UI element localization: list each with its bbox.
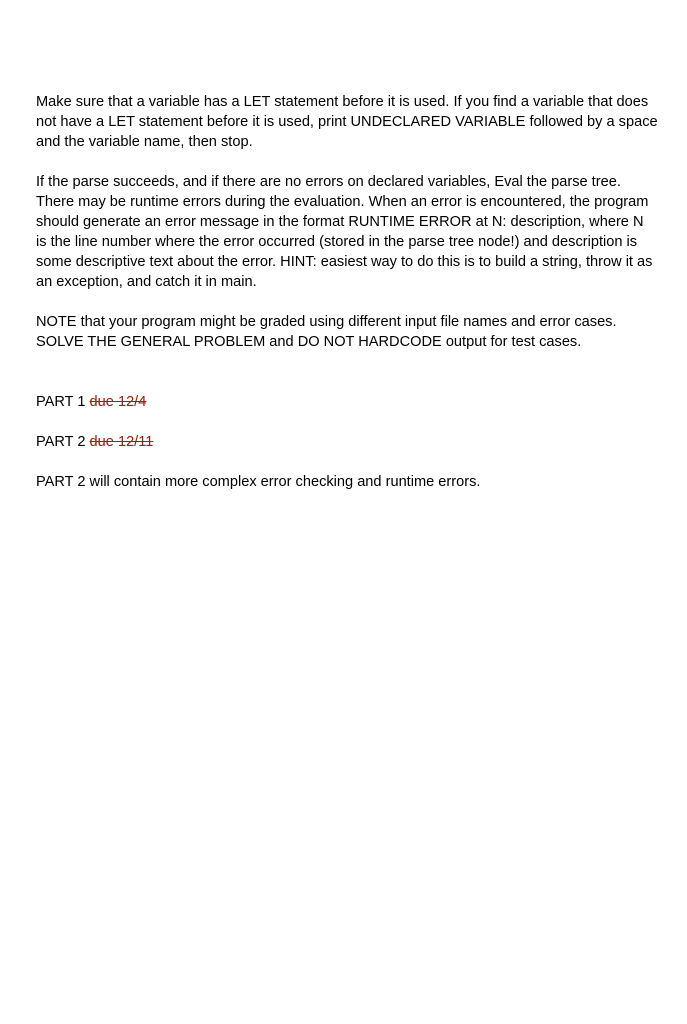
spacer — [36, 372, 658, 392]
part-1-due-struck: due 12/4 — [89, 394, 147, 410]
paragraph-eval-runtime: If the parse succeeds, and if there are no errors on declared variables, Eval the parse tree. There may be runtime errors during the evaluation. When an error is encountered, the program should generate an error message in the format RUNTIME ERROR at N: description, where N is the line number where the error occurred (stored in the parse tree node!) and description is some descriptive text about the error. HINT: easiest way to do this is to build a string, throw it as an exception, and catch it in main. — [36, 174, 653, 290]
paragraph-let-statement: Make sure that a variable has a LET statement before it is used. If you find a variable that does not have a LET statement before it is used, print UNDECLARED VARIABLE followed by a space and the variable name, then stop. — [36, 94, 658, 150]
part-1-line — [36, 392, 658, 412]
part-1-label: PART 1 — [36, 394, 90, 410]
document-body — [36, 92, 658, 512]
paragraph-note-general: NOTE that your program might be graded using different input file names and error cases. SOLVE THE GENERAL PROBLEM and DO NOT HARDCODE output for test cases. — [36, 314, 617, 350]
part-2-label: PART 2 — [36, 434, 90, 450]
part-2-due-struck: due 12/11 — [89, 434, 154, 450]
part-2-line — [36, 432, 658, 452]
closing-paragraph: PART 2 will contain more complex error checking and runtime errors. — [36, 474, 481, 490]
